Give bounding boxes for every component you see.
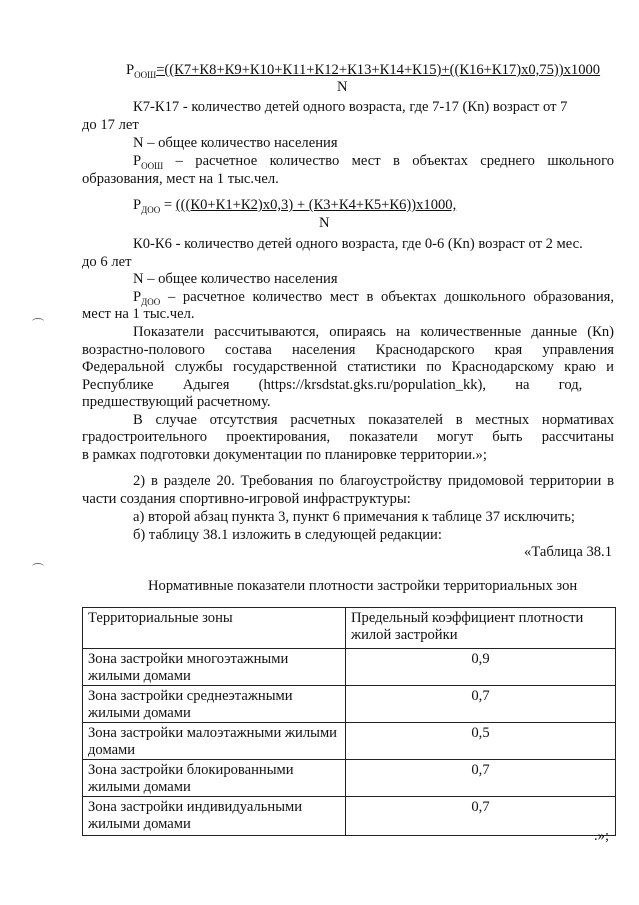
- formula-preschool-denominator: N: [319, 215, 330, 231]
- absence-line-1: В случае отсутствия расчетных показателей в местных нормативах: [133, 412, 614, 428]
- school-n-definition: N – общее количество населения: [133, 135, 338, 151]
- table-row: [83, 723, 616, 760]
- closing-mark: .»;: [594, 828, 609, 844]
- formula-preschool-equals: =: [160, 197, 176, 213]
- formula-preschool-numerator: (((К0+К1+К2)х0,3) + (К3+К4+К5+К6))х1000,: [175, 197, 457, 213]
- table-label: «Таблица 38.1: [524, 544, 612, 560]
- school-p-text: – расчетное количество мест в объектах среднего школьного: [163, 153, 614, 169]
- formula-preschool-subscript: ДОО: [141, 204, 161, 215]
- indicators-line-3: Федеральной службы государственной статистики по Краснодарскому краю и: [82, 359, 614, 375]
- formula-school: [126, 61, 600, 84]
- table-cell-value: 0,7: [346, 797, 616, 836]
- formula-preschool: [133, 196, 456, 219]
- indicators-line-5: предшествующий расчетному.: [82, 394, 271, 410]
- school-k-definition-cont: до 17 лет: [82, 117, 139, 133]
- school-k-definition: К7-К17 - количество детей одного возраста, где 7-17 (Кn) возраст от 7: [133, 99, 568, 115]
- school-p-symbol: P: [133, 153, 142, 169]
- table-cell-zone: Зона застройки блокированными жилыми домами: [83, 760, 346, 797]
- school-p-subscript: ООШ: [141, 160, 164, 171]
- formula-school-symbol: P: [126, 62, 135, 78]
- table-row: [83, 797, 616, 836]
- table-title: Нормативные показатели плотности застройки территориальных зон: [148, 578, 578, 594]
- formula-school-subscript: ООШ: [134, 69, 157, 80]
- table-cell-zone: Зона застройки среднеэтажными жилыми домами: [83, 686, 346, 723]
- preschool-p-symbol: P: [133, 289, 142, 305]
- item-a: а) второй абзац пункта 3, пункт 6 примечания к таблице 37 исключить;: [133, 509, 575, 525]
- table-row: [83, 760, 616, 797]
- preschool-n-definition: N – общее количество населения: [133, 271, 338, 287]
- preschool-p-text: – расчетное количество мест в объектах дошкольного образования,: [160, 289, 614, 305]
- item2-line-1: 2) в разделе 20. Требования по благоустройству придомовой территории в: [133, 473, 614, 489]
- table-cell-value: 0,7: [346, 760, 616, 797]
- formula-school-denominator: N: [337, 79, 348, 95]
- item-b: б) таблицу 38.1 изложить в следующей редакции:: [133, 527, 442, 543]
- table-cell-zone: Зона застройки многоэтажными жилыми домами: [83, 649, 346, 686]
- table-cell-value: 0,7: [346, 686, 616, 723]
- item2-line-2: части создания спортивно-игровой инфраструктуры:: [82, 491, 411, 507]
- table-cell-value: 0,9: [346, 649, 616, 686]
- indicators-line-4: Республике Адыгея (https://krsdstat.gks.ru/population_kk), на год,: [82, 377, 583, 393]
- table-header-coefficient: Предельный коэффициент плотности жилой застройки: [346, 608, 616, 649]
- table-cell-zone: Зона застройки малоэтажными жилыми домами: [83, 723, 346, 760]
- table-header-zones: Территориальные зоны: [83, 608, 346, 649]
- formula-preschool-symbol: P: [133, 197, 142, 213]
- preschool-k-definition: К0-К6 - количество детей одного возраста, где 0-6 (Кn) возраст от 2 мес.: [133, 236, 583, 252]
- scan-margin-mark: [32, 563, 44, 570]
- absence-line-2: градостроительного проектирования, показатели могут быть рассчитаны: [82, 429, 614, 445]
- indicators-line-2: возрастно-полового состава населения Краснодарского края управления: [82, 342, 614, 358]
- table-row: [83, 686, 616, 723]
- table-row: [83, 649, 616, 686]
- formula-school-numerator: =((К7+К8+К9+К10+К11+К12+К13+К14+К15)+((К16+К17)х0,75))х1000: [156, 62, 601, 78]
- school-p-definition-cont: образования, мест на 1 тыс.чел.: [82, 171, 279, 187]
- table-header-row: [83, 608, 616, 649]
- preschool-p-definition: [133, 288, 614, 311]
- scan-margin-mark: [32, 318, 44, 325]
- preschool-p-definition-cont: мест на 1 тыс.чел.: [82, 306, 195, 322]
- table-cell-zone: Зона застройки индивидуальными жилыми домами: [83, 797, 346, 836]
- preschool-p-subscript: ДОО: [141, 296, 161, 307]
- preschool-k-definition-cont: до 6 лет: [82, 254, 132, 270]
- absence-line-3: в рамках подготовки документации по планировке территории.»;: [82, 447, 487, 463]
- indicators-line-1: Показатели рассчитываются, опираясь на количественные данные (Кn): [133, 324, 614, 340]
- table-cell-value: 0,5: [346, 723, 616, 760]
- density-table: [82, 607, 616, 836]
